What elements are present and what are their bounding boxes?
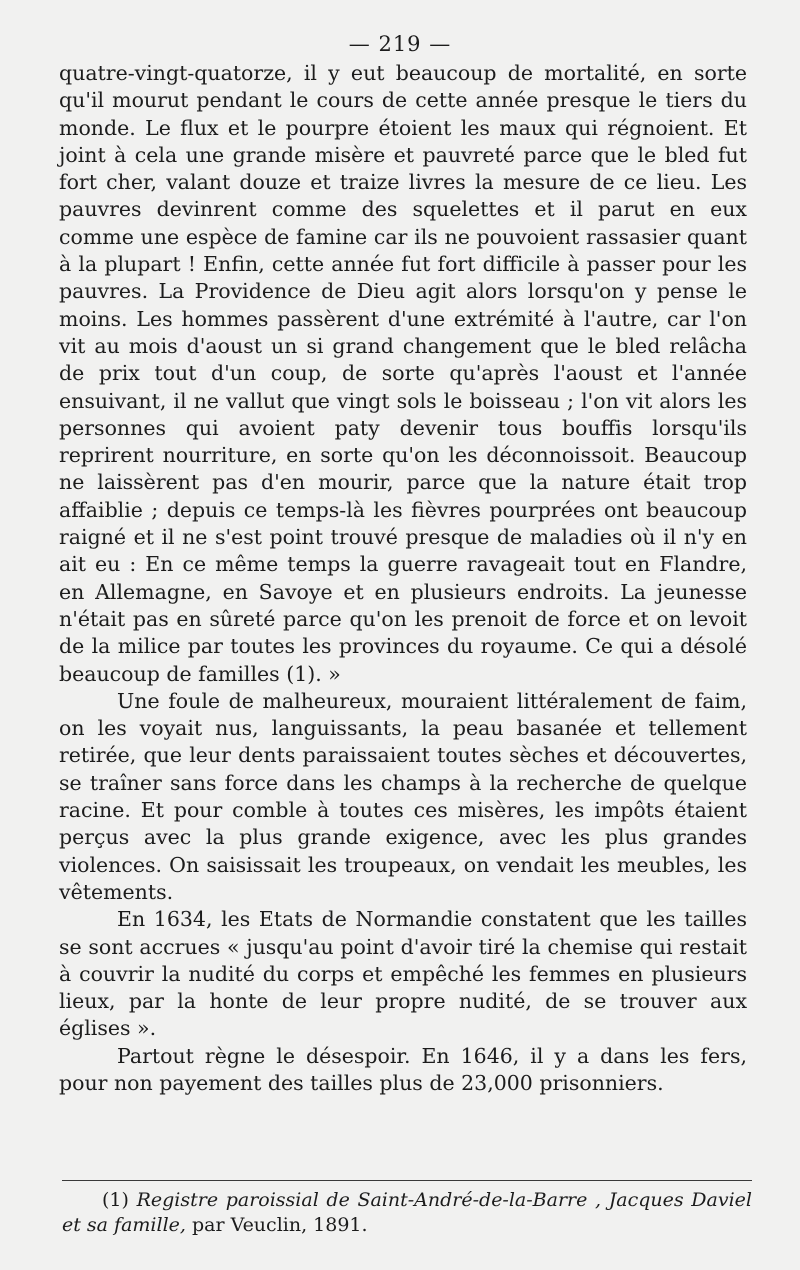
footnote-divider (62, 1180, 752, 1181)
main-text (59, 60, 747, 1097)
paragraph-continued: quatre-vingt-quatorze, il y eut beaucoup de mortalité, en sorte qu'il mourut pendant le cours de cette année presque le tiers du monde. Le flux et le pourpre étoient les maux qui régnoient. Et joint à cela une grande misère et pauvreté parce que le bled fut fort cher, valant douze et traize livres la mesure de ce lieu. Les pauvres devinrent comme des squelettes et il parut en eux comme une espèce de famine car ils ne pouvoient rassasier quant à la plupart ! Enfin, cette année fut fort difficile à passer pour les pauvres. La Providence de Dieu agit alors lorsqu'on y pense le moins. Les hommes passèrent d'une extrémité à l'autre, car l'on vit au mois d'aoust un si grand changement que le bled relâcha de prix tout d'un coup, de sorte qu'après l'aoust et l'année ensuivant, il ne vallut que vingt sols le boisseau ; l'on vit alors les personnes qui avoient paty devenir tous bouffis lorsqu'ils reprirent nourriture, en sorte qu'on les déconnoissoit. Beaucoup ne laissèrent pas d'en mourir, parce que la nature était trop affaiblie ; depuis ce temps-là les fièvres pourprées ont beaucoup raigné et il ne s'est point trouvé presque de maladies où il n'y en ait eu : En ce même temps la guerre ravageait tout en Flandre, en Allemagne, en Savoye et en plusieurs endroits. La jeunesse n'était pas en sûreté parce qu'on les prenoit de force et on levoit de la milice par toutes les provinces du royaume. Ce qui a désolé beaucoup de familles (1). » (59, 61, 747, 686)
paragraph-desespoir: Partout règne le désespoir. En 1646, il y a dans les fers, pour non payement des tailles plus de 23,000 prisonniers. (59, 1043, 747, 1095)
footnote (62, 1188, 752, 1238)
footnote-source-title: Registre paroissial de Saint-André-de-la-Barre , Jacques Daviel et sa famille, (62, 1189, 752, 1236)
paragraph-famine: Une foule de malheureux, mouraient littéralement de faim, on les voyait nus, languissants, la peau basanée et tellement retirée, que leur dents paraissaient toutes sèches et découvertes, se traîner sans force dans les champs à la recherche de quelque racine. Et pour comble à toutes ces misères, les impôts étaient perçus avec la plus grande exigence, avec les plus grandes violences. On saisissait les troupeaux, on vendait les meubles, les vêtements. (59, 688, 747, 904)
paragraph-etats-normandie: En 1634, les Etats de Normandie constatent que les tailles se sont accrues « jusqu'au point d'avoir tiré la chemise qui restait à couvrir la nudité du corps et empêché les femmes en plusieurs lieux, par la honte de leur propre nudité, de se trouver aux églises ». (59, 907, 747, 1041)
footnote-source-author: par Veuclin, 1891. (185, 1214, 368, 1236)
footnote-marker: (1) (102, 1189, 129, 1211)
page-number: — 219 — (348, 32, 452, 56)
